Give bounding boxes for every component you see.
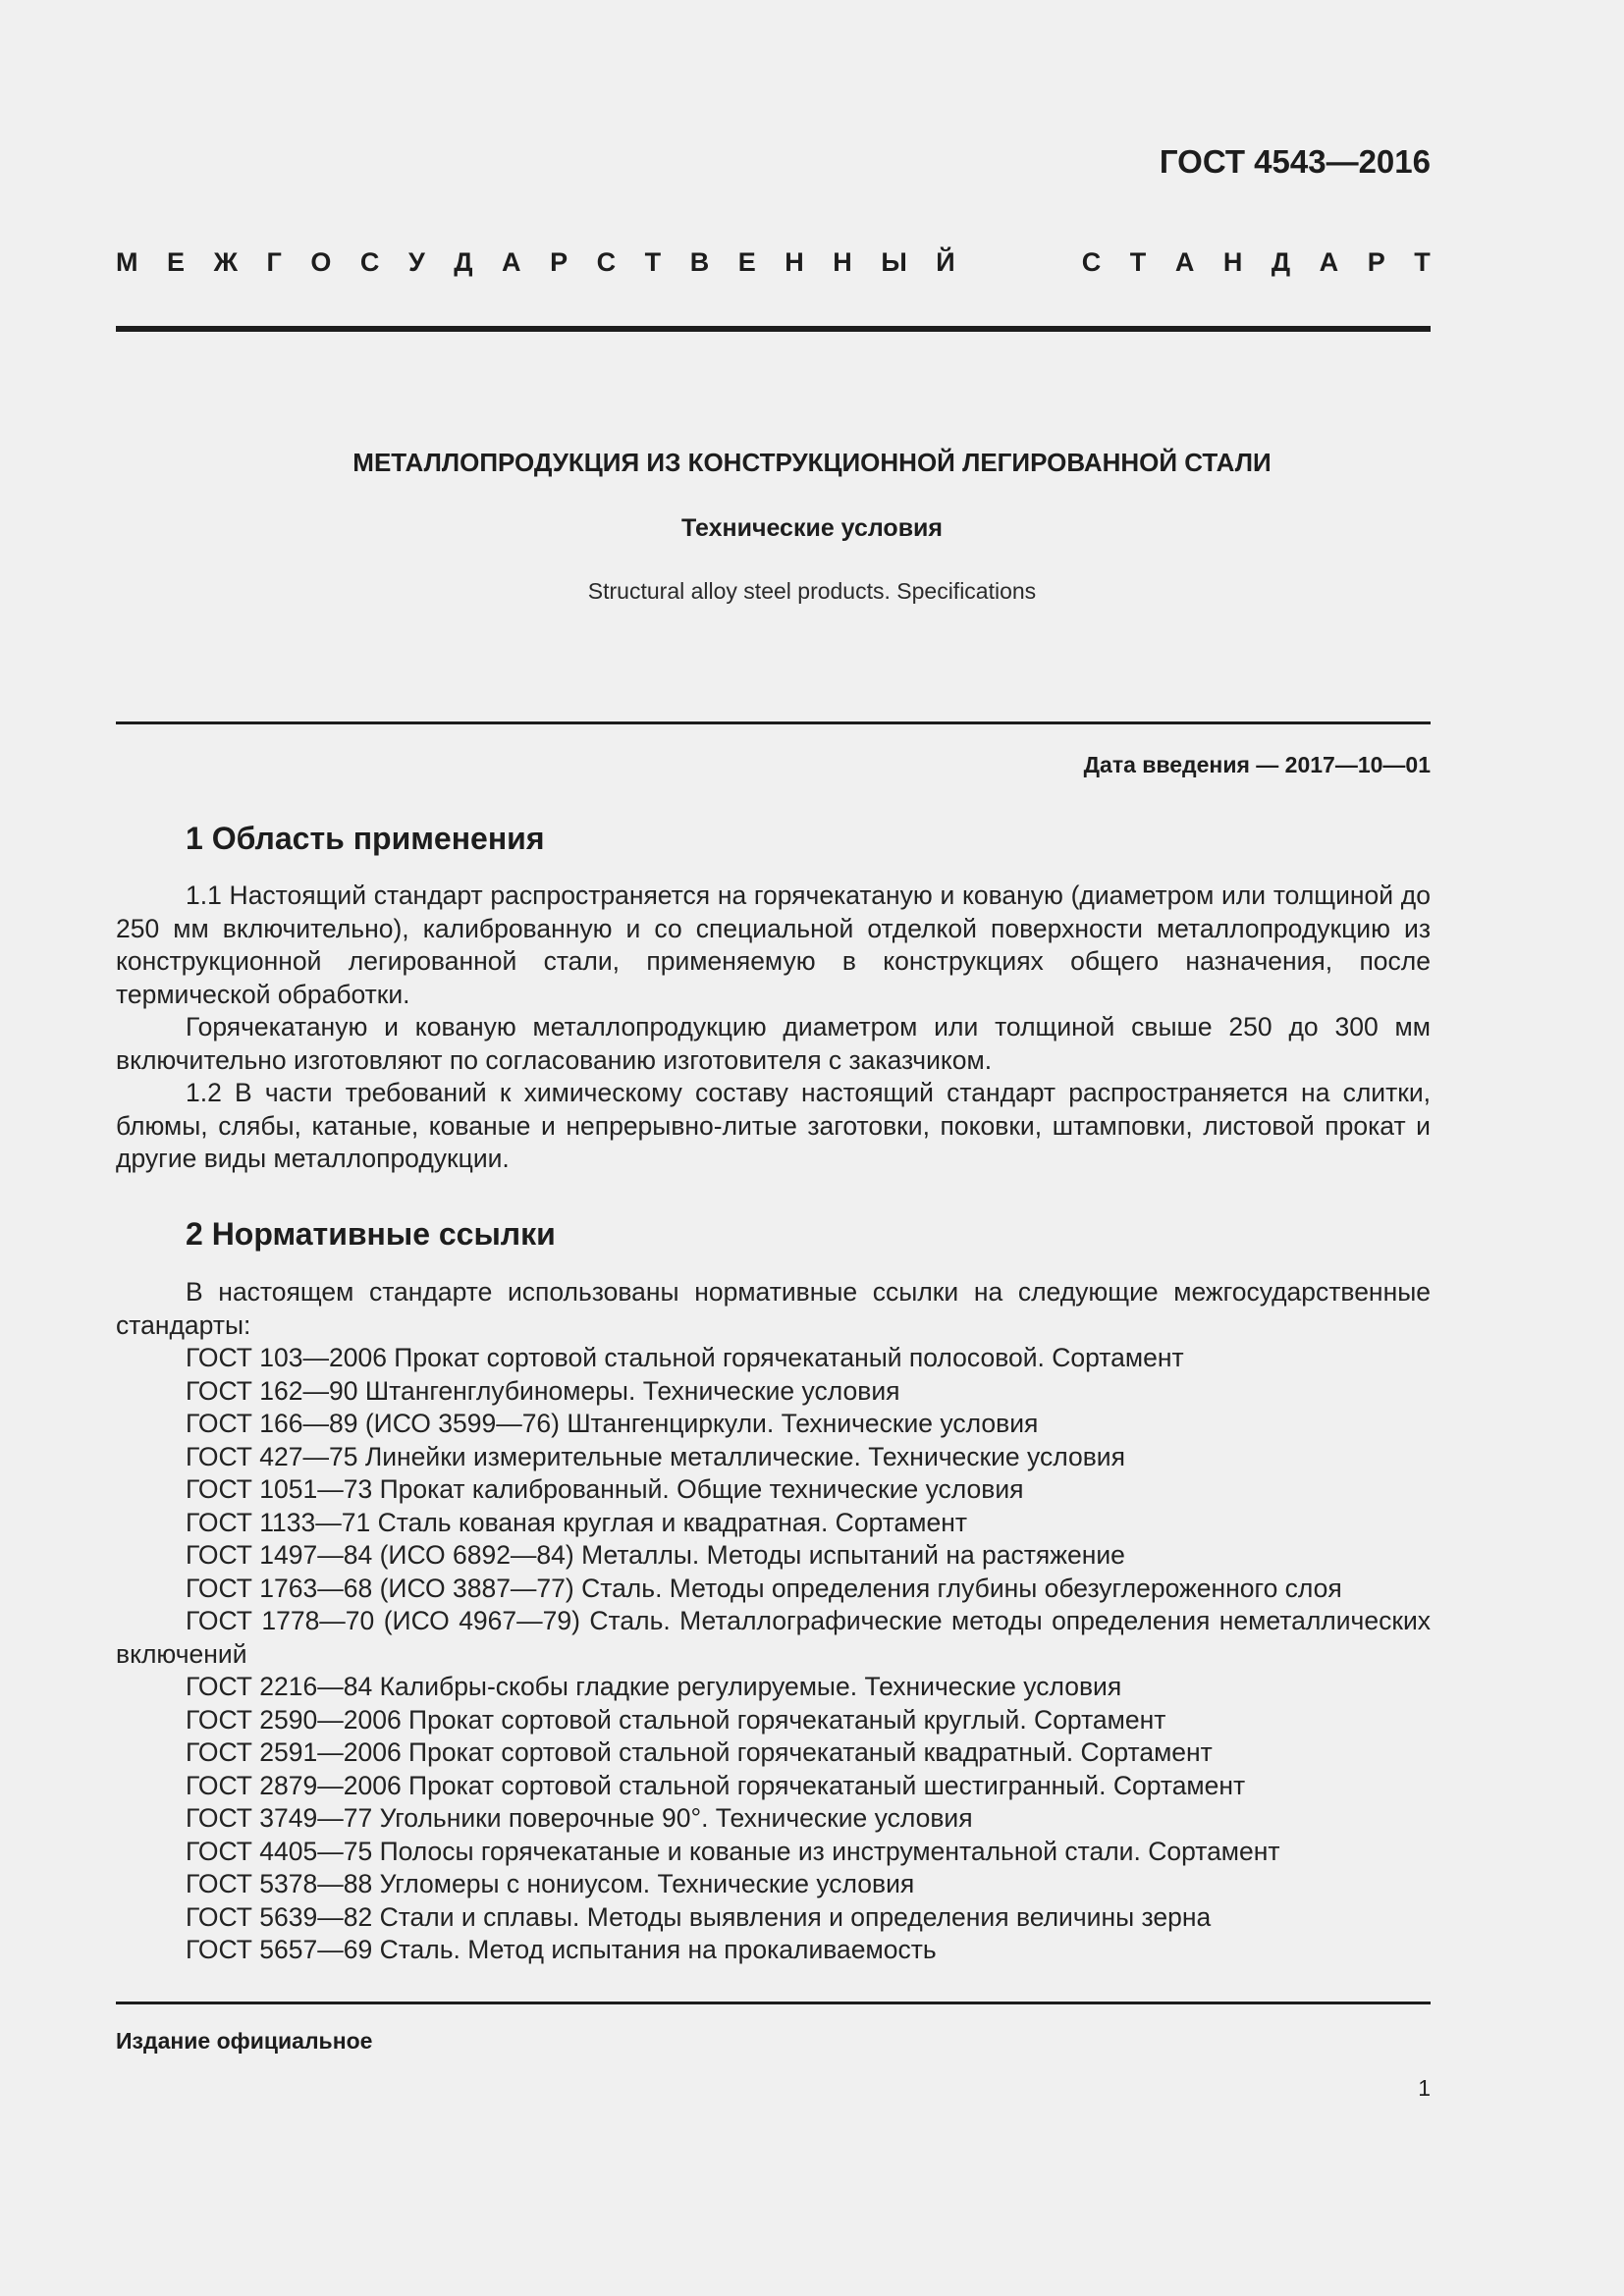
- header-letter: Й: [936, 247, 955, 277]
- header-letter: О: [310, 247, 332, 277]
- reference-item: ГОСТ 1778—70 (ИСО 4967—79) Сталь. Металлографические методы определения неметаллических включений: [116, 1606, 1431, 1669]
- introduction-date: Дата введения — 2017—10—01: [1083, 752, 1431, 777]
- reference-item: ГОСТ 5657—69 Сталь. Метод испытания на прокаливаемость: [186, 1935, 937, 1964]
- header-divider: [116, 326, 1431, 332]
- header-letter: Т: [1414, 247, 1431, 277]
- header-letter: С: [1081, 247, 1102, 277]
- header-letter: Е: [167, 247, 186, 277]
- title-divider: [116, 721, 1431, 724]
- header-letter: Д: [454, 247, 473, 277]
- page-number: 1: [1418, 2075, 1431, 2101]
- reference-item: ГОСТ 103—2006 Прокат сортовой стальной горячекатаный полосовой. Сортамент: [186, 1343, 1184, 1372]
- reference-item: ГОСТ 2216—84 Калибры-скобы гладкие регулируемые. Технические условия: [186, 1672, 1122, 1701]
- reference-item: ГОСТ 1763—68 (ИСО 3887—77) Сталь. Методы определения глубины обезуглероженного слоя: [186, 1573, 1342, 1603]
- header-letter: А: [502, 247, 521, 277]
- header-letter: Т: [1129, 247, 1147, 277]
- header-letter: У: [407, 247, 425, 277]
- reference-item: ГОСТ 1051—73 Прокат калиброванный. Общие технические условия: [186, 1474, 1024, 1504]
- document-subtitle-english: Structural alloy steel products. Specifications: [587, 578, 1037, 604]
- header-letter: А: [1174, 247, 1195, 277]
- document-subtitle: Технические условия: [680, 514, 944, 542]
- header-letter: Ж: [213, 247, 238, 277]
- reference-item: ГОСТ 5378—88 Угломеры с нониусом. Технические условия: [186, 1869, 915, 1898]
- header-letter: Р: [1367, 247, 1385, 277]
- section-1-title: 1 Область применения: [186, 821, 545, 856]
- paragraph: Горячекатаную и кованую металлопродукцию диаметром или толщиной свыше 250 до 300 мм включительно изготовляют по согласованию изготовителя с заказчиком.: [116, 1012, 1431, 1075]
- paragraph: 1.1 Настоящий стандарт распространяется на горячекатаную и кованую (диаметром или толщиной до 250 мм включительно), калиброванную и со специальной отделкой поверхности металлопродукцию из конструкционной легированной стали, применяемую в конструкциях общего назначения, после термической обработки.: [116, 881, 1431, 1009]
- document-code: ГОСТ 4543—2016: [1159, 143, 1431, 180]
- reference-item: ГОСТ 1497—84 (ИСО 6892—84) Металлы. Методы испытаний на растяжение: [186, 1540, 1125, 1570]
- header-letter: Г: [266, 247, 282, 277]
- footer-divider: [116, 2002, 1431, 2004]
- reference-item: ГОСТ 3749—77 Угольники поверочные 90°. Технические условия: [186, 1803, 973, 1833]
- edition-label: Издание официальное: [116, 2028, 373, 2054]
- header-letter: Н: [785, 247, 804, 277]
- paragraph: 1.2 В части требований к химическому составу настоящий стандарт распространяется на слитки, блюмы, слябы, катаные, кованые и непрерывно-литые заготовки, поковки, штамповки, листовой прокат и другие виды металлопродукции.: [116, 1078, 1431, 1173]
- header-letter: Ы: [881, 247, 907, 277]
- section-2-title: 2 Нормативные ссылки: [186, 1216, 556, 1252]
- standard-type-header: [116, 247, 1431, 278]
- reference-item: ГОСТ 1133—71 Сталь кованая круглая и квадратная. Сортамент: [186, 1507, 968, 1537]
- paragraph: В настоящем стандарте использованы нормативные ссылки на следующие межгосударственные стандарты:: [116, 1277, 1431, 1340]
- reference-item: ГОСТ 2591—2006 Прокат сортовой стальной горячекатаный квадратный. Сортамент: [186, 1737, 1213, 1767]
- reference-item: ГОСТ 2879—2006 Прокат сортовой стальной горячекатаный шестигранный. Сортамент: [186, 1770, 1246, 1800]
- header-letter: Р: [550, 247, 568, 277]
- header-letter: В: [689, 247, 710, 277]
- reference-item: ГОСТ 2590—2006 Прокат сортовой стальной горячекатаный круглый. Сортамент: [186, 1704, 1166, 1735]
- header-letter: М: [116, 247, 138, 277]
- reference-item: ГОСТ 162—90 Штангенглубиномеры. Технические условия: [186, 1375, 900, 1406]
- header-letter: Т: [644, 247, 662, 277]
- reference-item: ГОСТ 4405—75 Полосы горячекатаные и кованые из инструментальной стали. Сортамент: [186, 1836, 1280, 1866]
- section-1-body: [116, 880, 1431, 1176]
- header-letter: С: [359, 247, 380, 277]
- header-letter: А: [1319, 247, 1339, 277]
- reference-item: ГОСТ 427—75 Линейки измерительные металлические. Технические условия: [186, 1441, 1125, 1471]
- header-letter: Н: [833, 247, 852, 277]
- reference-item: ГОСТ 166—89 (ИСО 3599—76) Штангенциркули. Технические условия: [186, 1409, 1039, 1438]
- section-2-body: [116, 1276, 1431, 1967]
- header-letter: Н: [1222, 247, 1243, 277]
- header-letter: Д: [1271, 247, 1291, 277]
- header-letter: С: [596, 247, 617, 277]
- document-title: МЕТАЛЛОПРОДУКЦИЯ ИЗ КОНСТРУКЦИОННОЙ ЛЕГИРОВАННОЙ СТАЛИ: [352, 448, 1272, 477]
- header-letter: Е: [737, 247, 756, 277]
- reference-item: ГОСТ 5639—82 Стали и сплавы. Методы выявления и определения величины зерна: [186, 1901, 1212, 1932]
